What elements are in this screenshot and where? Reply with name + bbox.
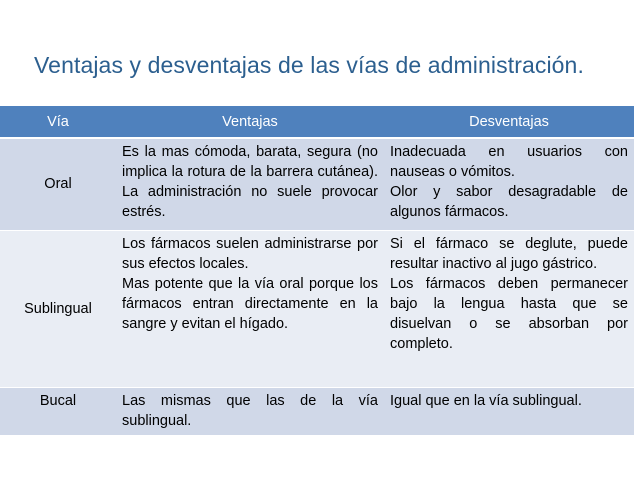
via-cell: Bucal [0,387,116,435]
ventajas-cell [116,387,384,435]
desventajas-cell [384,230,634,387]
desventajas-text: Igual que en la vía sublingual. [390,392,582,409]
ventajas-text: Es la mas cómoda, barata, segura (no implica la rotura de la barrera cutánea). La administración no suele provocar estrés. [122,144,378,220]
via-cell: Sublingual [0,230,116,387]
ventajas-text: Las mismas que las de la vía sublingual. [122,392,378,429]
ventajas-text: Mas potente que la vía oral porque los fármacos entran directamente en la sangre y evitan el hígado. [122,275,378,332]
ventajas-cell [116,230,384,387]
ventajas-cell [116,138,384,230]
table-row-bucal [0,387,634,435]
ventajas-text: Los fármacos suelen administrarse por sus efectos locales. [122,235,378,272]
desventajas-text: Olor y sabor desagradable de algunos fármacos. [390,184,628,220]
desventajas-text: Inadecuada en usuarios con nauseas o vómitos. [390,144,628,180]
page-title: Ventajas y desventajas de las vías de administración. [34,52,584,78]
table-row-oral [0,138,634,230]
desventajas-cell [384,138,634,230]
table-row-sublingual [0,230,634,387]
desventajas-cell [384,387,634,435]
header-desventajas: Desventajas [384,106,634,138]
header-via: Vía [0,106,116,138]
header-ventajas: Ventajas [116,106,384,138]
administration-routes-table [0,106,634,436]
via-cell: Oral [0,138,116,230]
desventajas-text: Los fármacos deben permanecer bajo la lengua hasta que se disuelvan o se absorban por completo. [390,275,628,352]
table-header-row [0,106,634,138]
desventajas-text: Si el fármaco se deglute, puede resultar inactivo al jugo gástrico. [390,235,628,272]
